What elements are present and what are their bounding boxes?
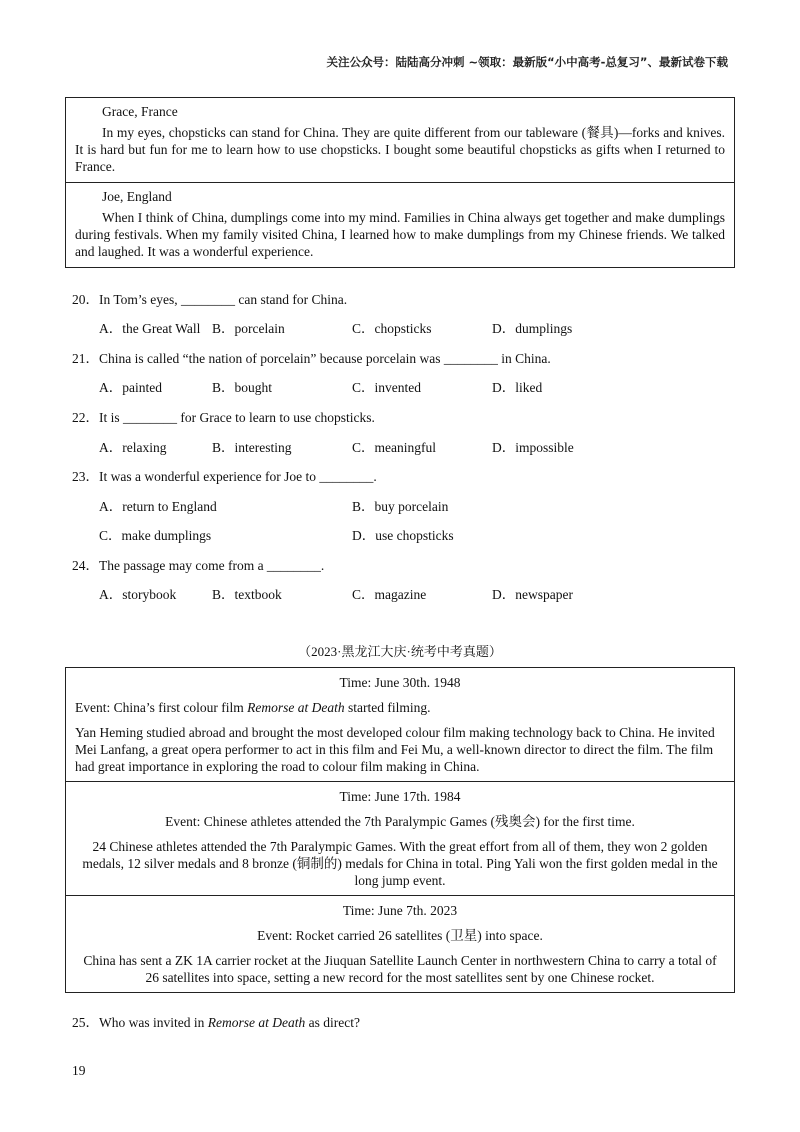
entry-name: Grace, France <box>102 104 178 119</box>
option-b[interactable]: B．textbook <box>212 587 282 602</box>
option-c[interactable]: C．invented <box>352 380 421 395</box>
option-a[interactable]: A．the Great Wall <box>99 321 201 336</box>
page-header: 关注公众号：陆陆高分冲刺 ~领取：最新版“小中高考-总复习”、最新试卷下载 <box>326 55 728 69</box>
passage-box-1 <box>65 97 735 268</box>
question-22: 22．It is ________ for Grace to learn to use chopsticks. <box>72 410 375 425</box>
event-2023 <box>66 895 734 992</box>
option-c[interactable]: C．magazine <box>352 587 427 602</box>
option-d[interactable]: D．use chopsticks <box>352 528 454 543</box>
option-c[interactable]: C．chopsticks <box>352 321 432 336</box>
passage-box-2 <box>65 667 735 993</box>
event-1984 <box>66 781 734 895</box>
event-1948 <box>66 668 734 781</box>
option-a[interactable]: A．storybook <box>99 587 177 602</box>
page-number: 19 <box>72 1063 86 1078</box>
option-b[interactable]: B．buy porcelain <box>352 499 449 514</box>
option-a[interactable]: A．painted <box>99 380 162 395</box>
entry-joe <box>66 182 734 267</box>
film-title: Remorse at Death <box>247 700 345 715</box>
option-a[interactable]: A．relaxing <box>99 440 167 455</box>
option-a[interactable]: A．return to England <box>99 499 217 514</box>
source-heading: （2023·黑龙江大庆·统考中考真题） <box>298 644 502 659</box>
event-text: China has sent a ZK 1A carrier rocket at the Jiuquan Satellite Launch Center in northwestern China to carry a total of 26 satellites into space, setting a new record for the most satellites sent by one Chinese rocket. <box>83 953 717 985</box>
event-text: 24 Chinese athletes attended the 7th Paralympic Games. With the great effort from all of them, they won 2 golden medals, 12 silver medals and 8 bronze (铜制的) medals for China in total. Ping Yali won the first golden medal in the long jump event. <box>82 839 718 888</box>
option-b[interactable]: B．bought <box>212 380 273 395</box>
event-title: Event: China’s first colour film Remorse at Death started filming. <box>75 700 431 715</box>
option-c[interactable]: C．meaningful <box>352 440 436 455</box>
entry-name: Joe, England <box>102 189 172 204</box>
event-time: Time: June 30th. 1948 <box>339 675 461 690</box>
option-c[interactable]: C．make dumplings <box>99 528 212 543</box>
event-title: Event: Chinese athletes attended the 7th Paralympic Games (残奥会) for the first time. <box>165 814 635 829</box>
event-time: Time: June 17th. 1984 <box>339 789 461 804</box>
event-time: Time: June 7th. 2023 <box>342 903 458 918</box>
option-d[interactable]: D．impossible <box>492 440 574 455</box>
option-d[interactable]: D．dumplings <box>492 321 573 336</box>
entry-text: In my eyes, chopsticks can stand for China. They are quite different from our tableware (餐具)—forks and knives. It is hard but fun for me to learn how to use chopsticks. I bought some beautiful chopsticks as gifts when I returned to France. <box>75 125 725 174</box>
question-25: 25．Who was invited in Remorse at Death as direct? <box>72 1015 360 1030</box>
question-23: 23．It was a wonderful experience for Joe to ________. <box>72 469 377 484</box>
event-title: Event: Rocket carried 26 satellites (卫星) into space. <box>257 928 543 943</box>
entry-grace <box>66 98 734 182</box>
film-title: Remorse at Death <box>207 1015 306 1030</box>
option-d[interactable]: D．newspaper <box>492 587 573 602</box>
option-b[interactable]: B．interesting <box>212 440 292 455</box>
question-21: 21．China is called “the nation of porcelain” because porcelain was ________ in China. <box>72 351 551 366</box>
option-d[interactable]: D．liked <box>492 380 543 395</box>
question-24: 24．The passage may come from a ________. <box>72 558 325 573</box>
event-text: Yan Heming studied abroad and brought the most developed colour film making technology back to China. He invited Mei Lanfang, a great opera performer to act in this film and Fei Mu, a well-known director to direct the film. The film had great importance in exploring the road to colour film making in China. <box>75 725 715 774</box>
entry-text: When I think of China, dumplings come into my mind. Families in China always get together and make dumplings during festivals. When my family visited China, I learned how to make dumplings from my Chinese friends. We talked and laughed. It was a wonderful experience. <box>75 210 725 259</box>
option-b[interactable]: B．porcelain <box>212 321 285 336</box>
question-20: 20．In Tom’s eyes, ________ can stand for China. <box>72 292 348 307</box>
